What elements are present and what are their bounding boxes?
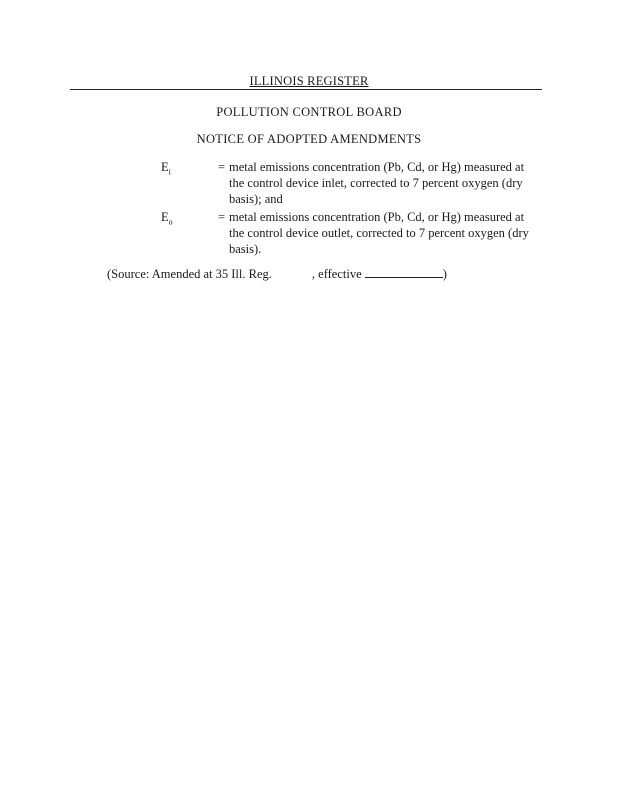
symbol-ei: $E_i$ [161,160,171,177]
symbol-eo: $E_o$ [161,210,173,227]
source-middle: , effective [311,267,362,281]
equals-sign: = [218,210,226,224]
source-note [107,266,447,282]
definition-text: metal emissions concentration (Pb, Cd, or Hg) measured at the control device inlet, corrected to 7 percent oxygen (dry basis); and [229,160,525,206]
agency-name: POLLUTION CONTROL BOARD [216,105,402,119]
equals-sign: = [218,160,226,174]
notice-title: NOTICE OF ADOPTED AMENDMENTS [196,132,422,146]
header-rule [70,89,542,90]
effective-date-blank [365,266,443,278]
definition-text: metal emissions concentration (Pb, Cd, or Hg) measured at the control device outlet, corrected to 7 percent oxygen (dry basis). [229,210,529,256]
source-suffix: ) [442,267,447,281]
register-title: ILLINOIS REGISTER [249,74,369,88]
source-prefix: (Source: Amended at 35 Ill. Reg. [107,267,272,281]
